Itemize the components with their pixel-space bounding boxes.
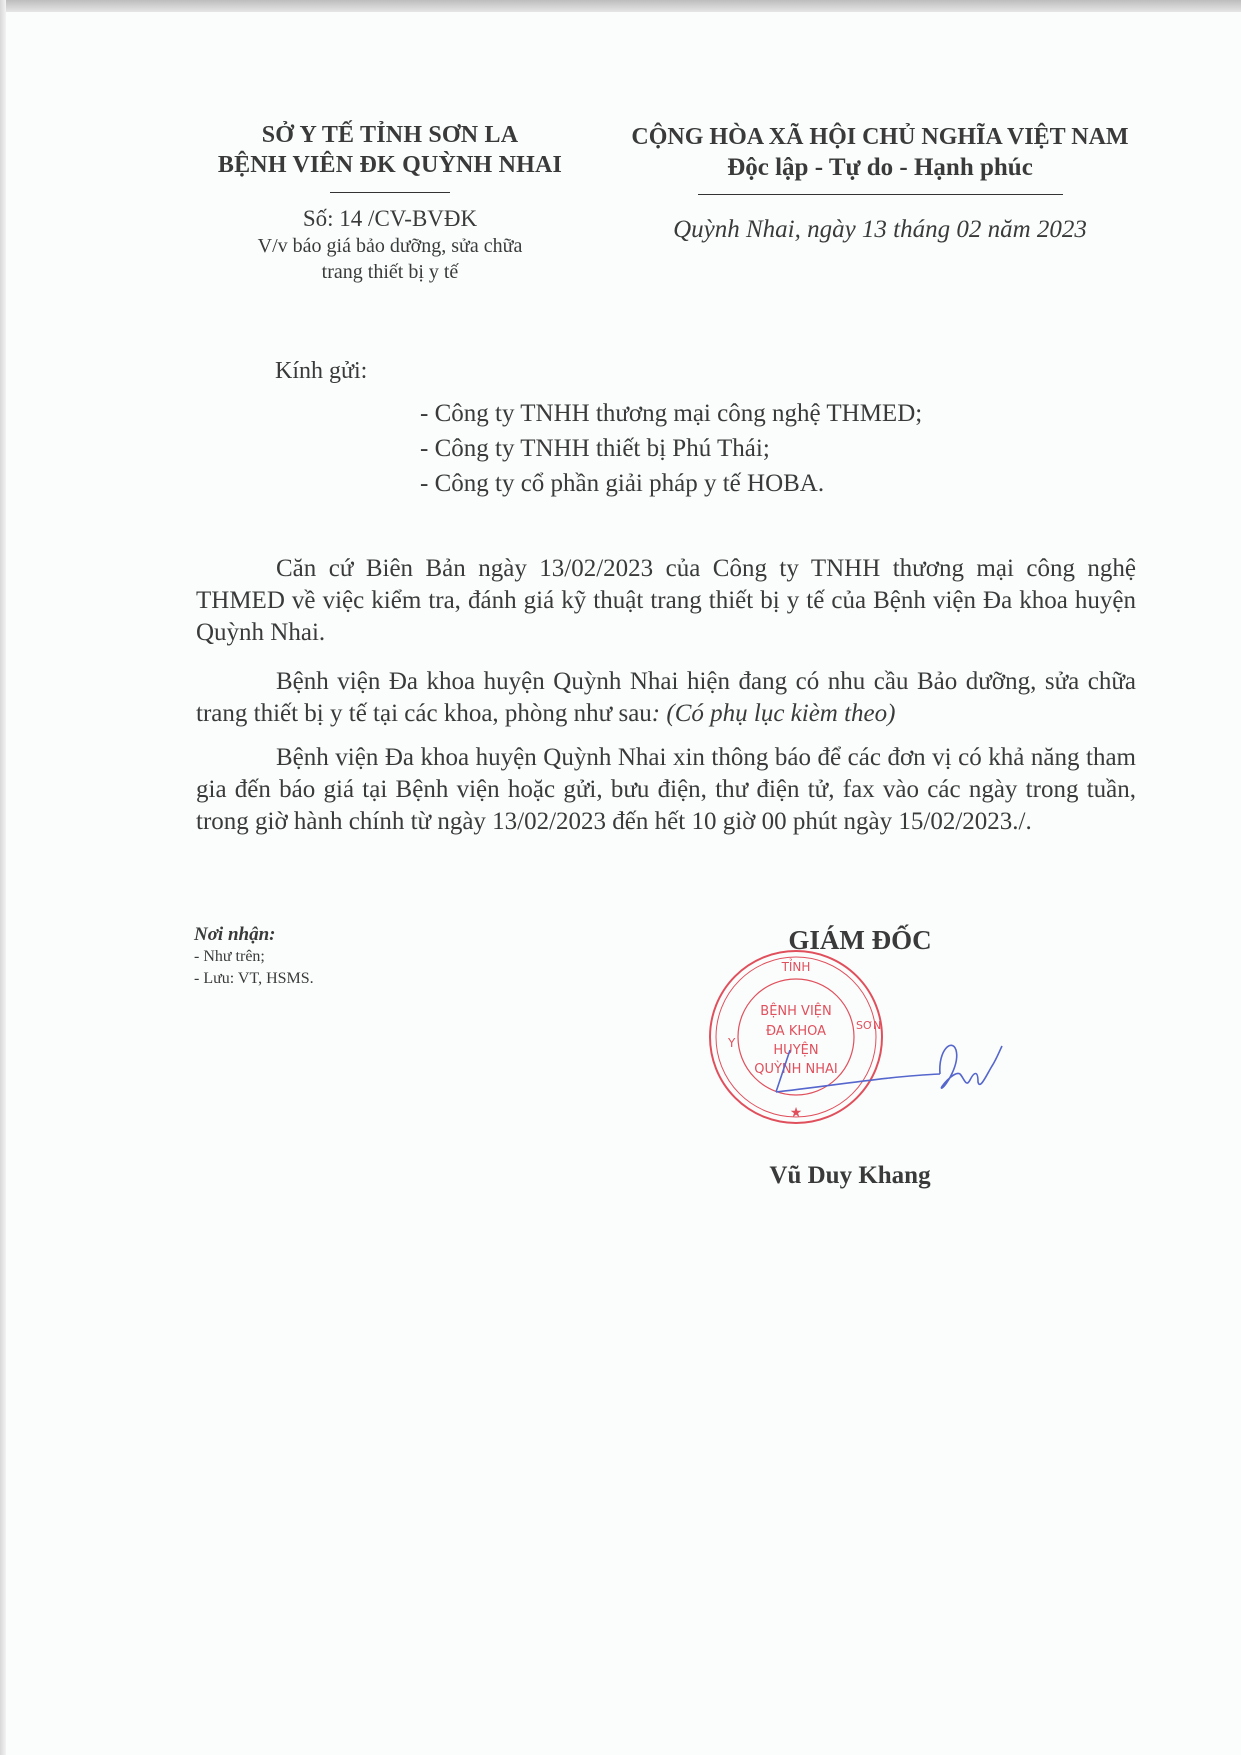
place-date: Quỳnh Nhai, ngày 13 tháng 02 năm 2023 (673, 216, 1087, 243)
svg-text:SƠN: SƠN (856, 1019, 882, 1032)
svg-text:QUỲNH NHAI: QUỲNH NHAI (754, 1062, 838, 1077)
signature-icon (770, 1030, 1030, 1100)
salutation: Kính gửi: (275, 358, 368, 384)
svg-text:BỆNH VIỆN: BỆNH VIỆN (760, 1004, 832, 1019)
document-number: Số: 14 /CV-BVĐK (302, 206, 478, 231)
nation-title: CỘNG HÒA XÃ HỘI CHỦ NGHĨA VIỆT NAM (631, 124, 1129, 150)
svg-text:TỈNH: TỈNH (781, 960, 811, 974)
scan-edge-top (0, 0, 1241, 12)
subject-line-2: trang thiết bị y tế (321, 261, 459, 283)
paragraph-2-main: Bệnh viện Đa khoa huyện Quỳnh Nhai hiện đang có nhu cầu Bảo dưỡng, sửa chữa trang thiết bị y tế tại các khoa, phòng như sau (196, 668, 1136, 727)
signer-title: GIÁM ĐỐC (788, 925, 932, 955)
header-right-rule (698, 194, 1063, 195)
svg-text:★: ★ (789, 1105, 803, 1121)
recipient-item: - Công ty cổ phần giải pháp y tế HOBA. (420, 470, 825, 497)
header-left-rule (330, 192, 450, 193)
hospital-name: BỆNH VIÊN ĐK QUỲNH NHAI (217, 152, 563, 178)
svg-text:ĐA KHOA: ĐA KHOA (765, 1024, 827, 1039)
recipient-item: - Công ty TNHH thiết bị Phú Thái; (420, 435, 770, 462)
distribution-heading: Nơi nhận: (194, 924, 276, 945)
distribution-item: - Lưu: VT, HSMS. (194, 970, 314, 987)
paragraph-2 (196, 666, 1136, 730)
national-motto: Độc lập - Tự do - Hạnh phúc (727, 154, 1033, 181)
recipient-list (420, 396, 922, 501)
distribution-item: - Như trên; (194, 948, 265, 965)
appendix-note: : (Có phụ lục kièm theo) (651, 700, 896, 727)
paragraph-1: Căn cứ Biên Bản ngày 13/02/2023 của Công ty TNHH thương mại công nghệ THMED về việc kiểm tra, đánh giá kỹ thuật trang thiết bị y tế của Bệnh viện Đa khoa huyện Quỳnh Nhai. (196, 555, 1136, 646)
recipient-item: - Công ty TNHH thương mại công nghệ THMED; (420, 400, 923, 427)
svg-text:Y: Y (728, 1036, 736, 1050)
svg-text:HUYỆN: HUYỆN (773, 1043, 819, 1058)
agency-name: SỞ Y TẾ TỈNH SƠN LA (261, 122, 519, 148)
header-right (610, 122, 1150, 245)
signer-name: Vũ Duy Khang (769, 1162, 931, 1189)
header-left (200, 120, 580, 285)
distribution-block (194, 924, 314, 990)
paragraph-3: Bệnh viện Đa khoa huyện Quỳnh Nhai xin thông báo để các đơn vị có khả năng tham gia đến báo giá tại Bệnh viện hoặc gửi, bưu điện, thư điện tử, fax vào các ngày trong tuần, trong giờ hành chính từ ngày 13/02/2023 đến hết 10 giờ 00 phút ngày 15/02/2023./. (196, 744, 1136, 835)
scan-edge-left (0, 0, 6, 1755)
subject-line-1: V/v báo giá bảo dưỡng, sửa chữa (257, 235, 523, 257)
